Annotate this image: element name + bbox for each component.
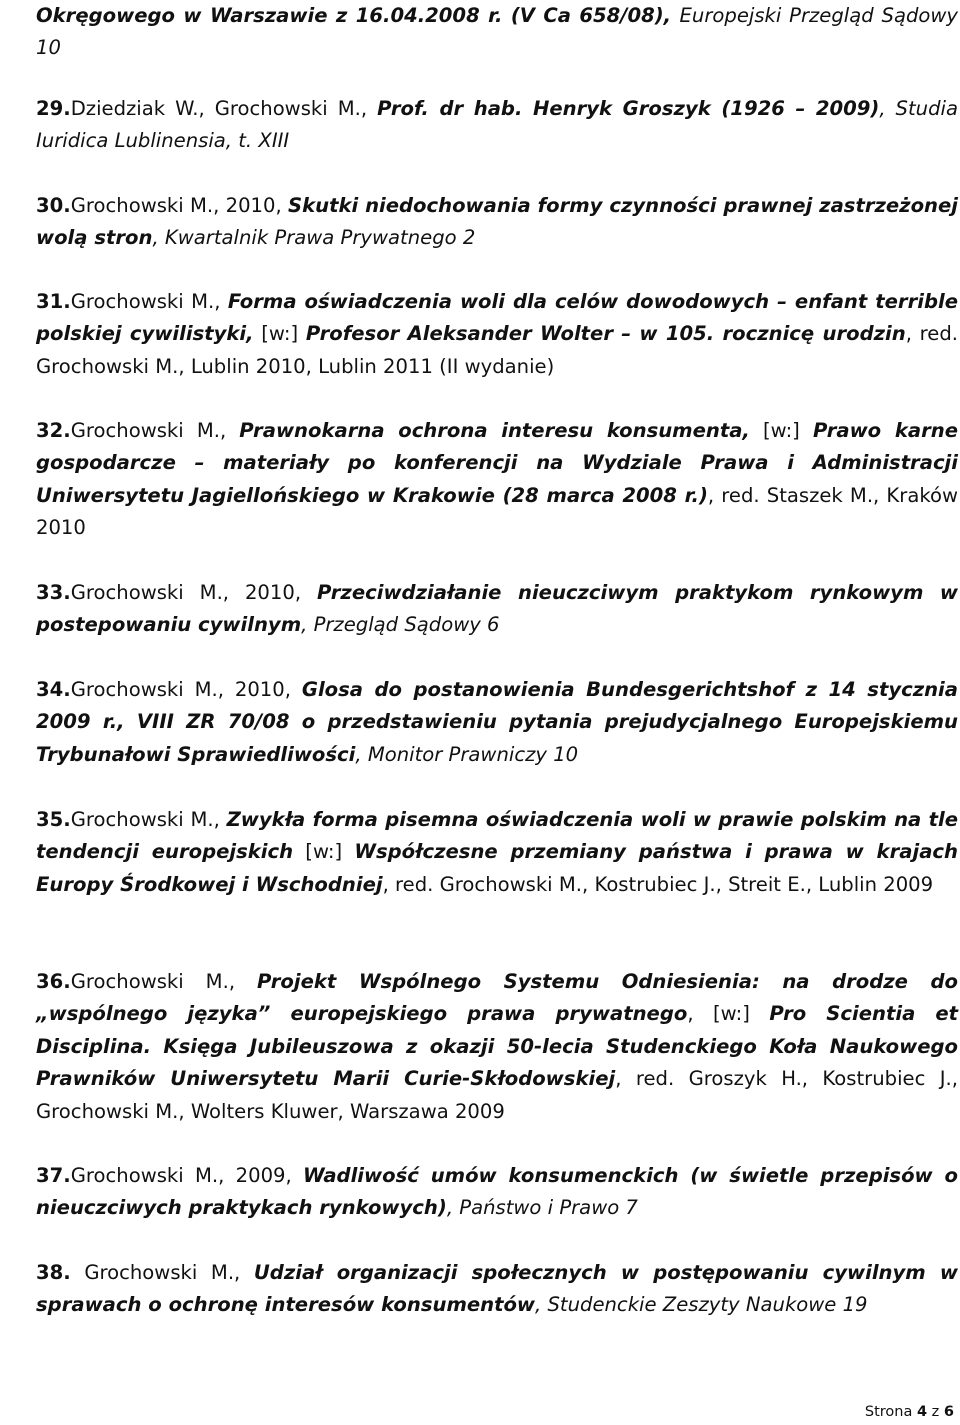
entry-part: Współczesne przemiany państwa i prawa w krajach Europy Środkowej i Wschodniej [36, 840, 958, 896]
bibliography-entry-32 [36, 415, 958, 545]
entry-number: 30. [36, 194, 71, 217]
entry-part: Grochowski M., 2010, [70, 194, 288, 217]
entry-part: , Kwartalnik Prawa Prywatnego 2 [152, 226, 476, 250]
entry-part: Grochowski M., [70, 970, 258, 993]
entry-number: 31. [36, 290, 71, 313]
entry-part: Skutki niedochowania formy czynności prawnej zastrzeżonej wolą stron [36, 194, 958, 250]
entry-part: , Monitor Prawniczy 10 [355, 742, 579, 766]
entry-part: Udział organizacji społecznych w postępowaniu cywilnym w sprawach o ochronę interesów konsumentów [36, 1261, 958, 1317]
entry-part: Projekt Wspólnego Systemu Odniesienia: na drodze do „wspólnego języka” europejskiego prawa prywatnego [36, 970, 958, 1026]
entry-part: Grochowski M., 2009, [70, 1164, 304, 1187]
entry-part: Pro Scientia et Disciplina. Księga Jubileuszowa z okazji 50-lecia Studenckiego Koła Naukowego Prawników Uniwersytetu Marii Curie-Skłodowskiej [36, 1002, 959, 1091]
total-page-count: 6 [943, 1404, 954, 1420]
entry-part: , red. Groszyk H., Kostrubiec J., Grochowski M., Wolters Kluwer, Warszawa 2009 [36, 1067, 958, 1123]
entry-part: , red. Grochowski M., Lublin 2010, Lublin 2011 (II wydanie) [36, 322, 958, 378]
entry-part: , red. Staszek M., Kraków 2010 [36, 483, 958, 540]
entry-part: , Studia Iuridica Lublinensia, t. XIII [36, 97, 958, 153]
entry-part: Przeciwdziałanie nieuczciwym praktykom rynkowym w postepowaniu cywilnym [36, 581, 959, 637]
entry-part: Zwykła forma pisemna oświadczenia woli w prawie polskim na tle tendencji europejskich [36, 808, 958, 864]
entry-part: Wadliwość umów konsumenckich (w świetle przepisów o nieuczciwych praktykach rynkowych) [36, 1164, 958, 1220]
entry-part: Prof. dr hab. Henryk Groszyk (1926 – 2009) [377, 97, 880, 120]
entry-part: [w:] [253, 322, 306, 346]
bibliography-entry-38 [36, 1257, 958, 1322]
entry-number: 36. [36, 970, 71, 993]
footer-middle: z [927, 1404, 944, 1420]
bibliography-entry-35 [36, 804, 958, 901]
entry-part: Prawo karne gospodarcze – materiały po konferencji na Wydziale Prawa i Administracji Uniwersytetu Jagiellońskiego w Krakowie (28 marca 2008 r.) [36, 419, 958, 507]
footer-prefix: Strona [864, 1404, 917, 1420]
page-footer [865, 1403, 954, 1421]
bibliography-entry-31 [36, 286, 958, 383]
entry-part: , Studenckie Zeszyty Naukowe 19 [535, 1293, 868, 1317]
entry-number: 29. [36, 97, 71, 120]
entry-part: Glosa do postanowienia Bundesgerichtshof z 14 stycznia 2009 r., VIII ZR 70/08 o przedstawieniu pytania prejudycjalnego Europejskiemu Trybunałowi Sprawiedliwości [36, 678, 958, 766]
entry-part: , Przegląd Sądowy 6 [301, 613, 500, 637]
entry-part: Grochowski M., 2010, [70, 581, 318, 604]
bibliography-entry-34 [36, 674, 958, 771]
bibliography-entry-33 [36, 577, 958, 642]
bibliography-entry-30 [36, 190, 958, 255]
entry-part: [w:] [749, 419, 813, 442]
entry-number: 38. [36, 1261, 71, 1284]
entry-part: Forma oświadczenia woli dla celów dowodowych – enfant terrible polskiej cywilistyki, [36, 290, 958, 346]
bibliography-entry-36 [36, 966, 958, 1128]
entry-part: Europejski Przegląd Sądowy 10 [36, 4, 958, 60]
entry-number: 32. [36, 419, 71, 442]
entry-part: Okręgowego w Warszawie z 16.04.2008 r. (V Ca 658/08), [36, 4, 680, 27]
current-page-number: 4 [916, 1404, 928, 1420]
entry-part: Profesor Aleksander Wolter – w 105. rocznicę urodzin [305, 322, 906, 346]
bibliography-entry-continued [36, 0, 958, 65]
entry-part: Grochowski M., [70, 419, 240, 442]
entry-part: , Państwo i Prawo 7 [446, 1196, 638, 1220]
entry-part: Prawnokarna ochrona interesu konsumenta, [239, 419, 750, 442]
entry-number: 35. [36, 808, 71, 831]
bibliography-entry-37 [36, 1160, 958, 1225]
entry-part: Dziedziak W., Grochowski M., [70, 97, 378, 120]
entry-part: Grochowski M., 2010, [70, 678, 302, 701]
entry-part: [w:] [293, 840, 355, 864]
entry-number: 37. [36, 1164, 71, 1187]
bibliography-entry-29 [36, 93, 958, 158]
entry-part: Grochowski M., [70, 1261, 254, 1284]
entry-part: , [w:] [687, 1002, 770, 1026]
entry-part: , red. Grochowski M., Kostrubiec J., Streit E., Lublin 2009 [382, 872, 934, 896]
entry-part: Grochowski M., [70, 290, 228, 313]
entry-part: Grochowski M., [70, 808, 227, 831]
entry-number: 34. [36, 678, 71, 701]
entry-number: 33. [36, 581, 71, 604]
